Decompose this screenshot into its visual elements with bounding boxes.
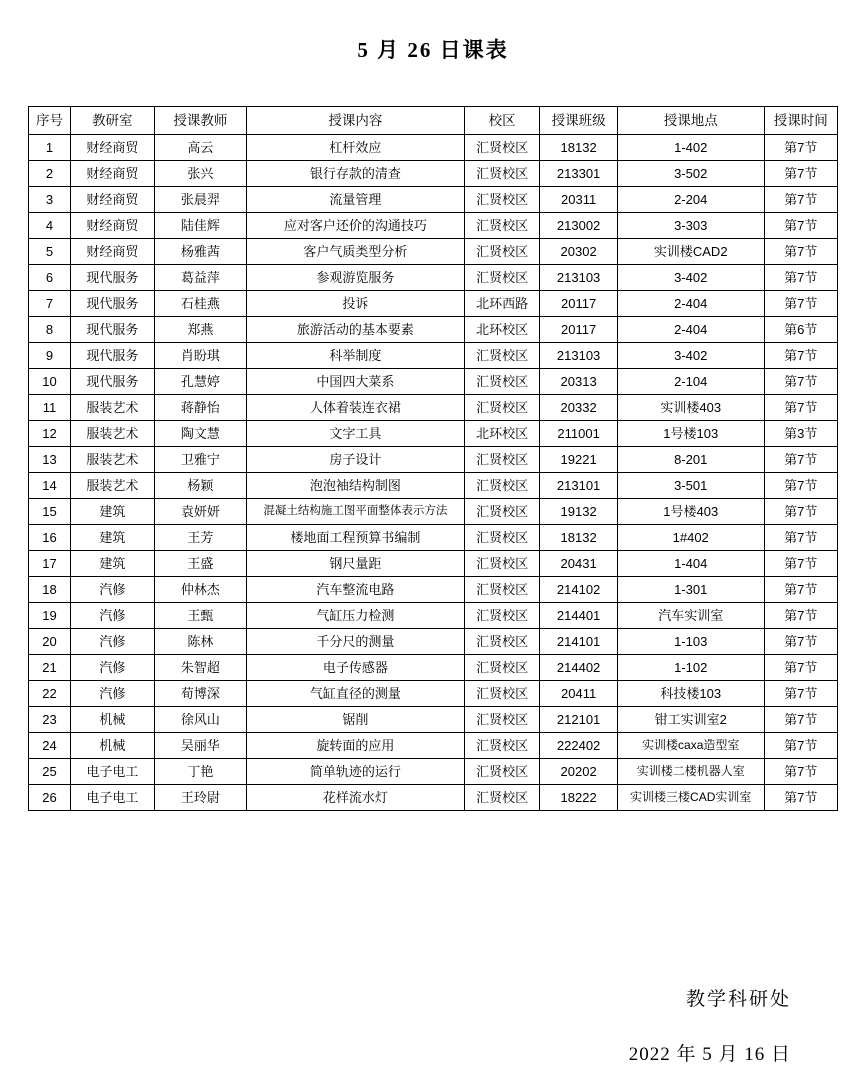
cell-place: 科技楼103 — [617, 681, 764, 707]
table-row — [29, 655, 838, 681]
cell-seq: 24 — [29, 733, 71, 759]
cell-teacher: 卫雅宁 — [154, 447, 246, 473]
cell-time: 第7节 — [764, 629, 837, 655]
table-row — [29, 707, 838, 733]
cell-content: 客户气质类型分析 — [246, 239, 464, 265]
cell-class: 20411 — [540, 681, 618, 707]
cell-seq: 2 — [29, 161, 71, 187]
cell-time: 第7节 — [764, 343, 837, 369]
cell-time: 第7节 — [764, 551, 837, 577]
cell-content: 杠杆效应 — [246, 135, 464, 161]
cell-seq: 3 — [29, 187, 71, 213]
cell-content: 锯削 — [246, 707, 464, 733]
cell-class: 213103 — [540, 265, 618, 291]
cell-campus: 汇贤校区 — [464, 187, 539, 213]
cell-department: 服装艺术 — [70, 421, 154, 447]
table-row — [29, 577, 838, 603]
cell-place: 1号楼403 — [617, 499, 764, 525]
cell-place: 实训楼三楼CAD实训室 — [617, 785, 764, 811]
cell-time: 第7节 — [764, 213, 837, 239]
cell-department: 财经商贸 — [70, 135, 154, 161]
table-row — [29, 239, 838, 265]
cell-teacher: 陶文慧 — [154, 421, 246, 447]
cell-class: 213103 — [540, 343, 618, 369]
schedule-table-wrapper — [28, 106, 838, 811]
cell-teacher: 高云 — [154, 135, 246, 161]
cell-campus: 汇贤校区 — [464, 525, 539, 551]
cell-class: 20117 — [540, 291, 618, 317]
footer-department: 教学科研处 — [685, 989, 791, 1010]
cell-teacher: 孔慧婷 — [154, 369, 246, 395]
cell-class: 18132 — [540, 525, 618, 551]
table-header-row — [29, 107, 838, 135]
cell-content: 电子传感器 — [246, 655, 464, 681]
cell-place: 实训楼caxa造型室 — [617, 733, 764, 759]
table-row — [29, 317, 838, 343]
cell-campus: 汇贤校区 — [464, 343, 539, 369]
cell-teacher: 王玲尉 — [154, 785, 246, 811]
table-body — [29, 135, 838, 811]
cell-content: 千分尺的测量 — [246, 629, 464, 655]
document-footer — [391, 984, 791, 1092]
cell-seq: 21 — [29, 655, 71, 681]
table-row — [29, 447, 838, 473]
cell-class: 20332 — [540, 395, 618, 421]
cell-content: 旅游活动的基本要素 — [246, 317, 464, 343]
cell-seq: 17 — [29, 551, 71, 577]
cell-place: 实训楼二楼机器人室 — [617, 759, 764, 785]
cell-seq: 4 — [29, 213, 71, 239]
cell-campus: 汇贤校区 — [464, 447, 539, 473]
cell-time: 第7节 — [764, 187, 837, 213]
cell-teacher: 杨雅茜 — [154, 239, 246, 265]
cell-class: 18132 — [540, 135, 618, 161]
cell-teacher: 郑燕 — [154, 317, 246, 343]
cell-seq: 10 — [29, 369, 71, 395]
cell-department: 现代服务 — [70, 317, 154, 343]
cell-place: 3-502 — [617, 161, 764, 187]
table-header — [29, 107, 838, 135]
table-row — [29, 369, 838, 395]
cell-seq: 26 — [29, 785, 71, 811]
cell-place: 1-301 — [617, 577, 764, 603]
cell-place: 2-404 — [617, 317, 764, 343]
cell-campus: 汇贤校区 — [464, 265, 539, 291]
cell-class: 214102 — [540, 577, 618, 603]
table-row — [29, 161, 838, 187]
cell-place: 实训楼CAD2 — [617, 239, 764, 265]
cell-time: 第7节 — [764, 707, 837, 733]
cell-teacher: 蒋静怡 — [154, 395, 246, 421]
cell-teacher: 王盛 — [154, 551, 246, 577]
cell-teacher: 陈林 — [154, 629, 246, 655]
cell-campus: 汇贤校区 — [464, 759, 539, 785]
cell-teacher: 陆佳辉 — [154, 213, 246, 239]
cell-class: 214401 — [540, 603, 618, 629]
cell-campus: 汇贤校区 — [464, 499, 539, 525]
cell-department: 电子电工 — [70, 785, 154, 811]
cell-seq: 8 — [29, 317, 71, 343]
cell-content: 科举制度 — [246, 343, 464, 369]
cell-time: 第7节 — [764, 291, 837, 317]
cell-department: 汽修 — [70, 577, 154, 603]
column-header-teacher: 授课教师 — [154, 107, 246, 135]
cell-seq: 9 — [29, 343, 71, 369]
cell-seq: 18 — [29, 577, 71, 603]
cell-content: 投诉 — [246, 291, 464, 317]
cell-place: 3-303 — [617, 213, 764, 239]
cell-teacher: 石桂燕 — [154, 291, 246, 317]
cell-department: 汽修 — [70, 655, 154, 681]
cell-seq: 20 — [29, 629, 71, 655]
table-row — [29, 213, 838, 239]
column-header-content: 授课内容 — [246, 107, 464, 135]
cell-place: 汽车实训室 — [617, 603, 764, 629]
cell-place: 2-104 — [617, 369, 764, 395]
page-title: 5 月 26 日课表 — [357, 38, 509, 62]
cell-class: 19132 — [540, 499, 618, 525]
cell-content: 气缸直径的测量 — [246, 681, 464, 707]
table-row — [29, 681, 838, 707]
cell-seq: 11 — [29, 395, 71, 421]
cell-class: 18222 — [540, 785, 618, 811]
cell-teacher: 仲林杰 — [154, 577, 246, 603]
cell-campus: 汇贤校区 — [464, 213, 539, 239]
cell-teacher: 徐风山 — [154, 707, 246, 733]
cell-seq: 14 — [29, 473, 71, 499]
cell-class: 213002 — [540, 213, 618, 239]
table-row — [29, 187, 838, 213]
cell-department: 建筑 — [70, 551, 154, 577]
cell-teacher: 朱智超 — [154, 655, 246, 681]
cell-class: 19221 — [540, 447, 618, 473]
cell-content: 人体着装连衣裙 — [246, 395, 464, 421]
cell-time: 第7节 — [764, 161, 837, 187]
cell-campus: 汇贤校区 — [464, 629, 539, 655]
cell-content: 钢尺量距 — [246, 551, 464, 577]
cell-content: 混凝土结构施工图平面整体表示方法 — [246, 499, 464, 525]
cell-teacher: 荀博深 — [154, 681, 246, 707]
cell-seq: 1 — [29, 135, 71, 161]
column-header-class: 授课班级 — [540, 107, 618, 135]
cell-department: 财经商贸 — [70, 161, 154, 187]
cell-content: 文字工具 — [246, 421, 464, 447]
cell-seq: 6 — [29, 265, 71, 291]
cell-campus: 汇贤校区 — [464, 135, 539, 161]
cell-campus: 北环西路 — [464, 291, 539, 317]
cell-class: 213101 — [540, 473, 618, 499]
table-row — [29, 499, 838, 525]
cell-seq: 16 — [29, 525, 71, 551]
column-header-time: 授课时间 — [764, 107, 837, 135]
cell-class: 20202 — [540, 759, 618, 785]
table-row — [29, 785, 838, 811]
cell-class: 20431 — [540, 551, 618, 577]
cell-content: 泡泡袖结构制图 — [246, 473, 464, 499]
cell-content: 花样流水灯 — [246, 785, 464, 811]
cell-time: 第7节 — [764, 759, 837, 785]
table-row — [29, 135, 838, 161]
cell-time: 第7节 — [764, 239, 837, 265]
column-header-campus: 校区 — [464, 107, 539, 135]
cell-seq: 5 — [29, 239, 71, 265]
cell-place: 3-402 — [617, 265, 764, 291]
cell-content: 银行存款的清查 — [246, 161, 464, 187]
cell-time: 第7节 — [764, 603, 837, 629]
cell-teacher: 张兴 — [154, 161, 246, 187]
cell-department: 服装艺术 — [70, 473, 154, 499]
cell-department: 财经商贸 — [70, 187, 154, 213]
cell-campus: 汇贤校区 — [464, 395, 539, 421]
cell-class: 212101 — [540, 707, 618, 733]
cell-teacher: 丁艳 — [154, 759, 246, 785]
cell-teacher: 王甄 — [154, 603, 246, 629]
cell-department: 建筑 — [70, 499, 154, 525]
cell-department: 现代服务 — [70, 291, 154, 317]
table-row — [29, 265, 838, 291]
table-row — [29, 525, 838, 551]
table-row — [29, 395, 838, 421]
cell-department: 机械 — [70, 733, 154, 759]
cell-time: 第7节 — [764, 525, 837, 551]
cell-teacher: 葛益萍 — [154, 265, 246, 291]
cell-department: 现代服务 — [70, 343, 154, 369]
table-row — [29, 473, 838, 499]
cell-time: 第7节 — [764, 499, 837, 525]
table-row — [29, 629, 838, 655]
cell-department: 现代服务 — [70, 369, 154, 395]
cell-campus: 汇贤校区 — [464, 785, 539, 811]
cell-class: 20313 — [540, 369, 618, 395]
cell-content: 参观游览服务 — [246, 265, 464, 291]
cell-place: 1-404 — [617, 551, 764, 577]
cell-seq: 19 — [29, 603, 71, 629]
cell-place: 1号楼103 — [617, 421, 764, 447]
table-row — [29, 551, 838, 577]
cell-place: 2-404 — [617, 291, 764, 317]
cell-time: 第7节 — [764, 135, 837, 161]
table-row — [29, 343, 838, 369]
cell-department: 现代服务 — [70, 265, 154, 291]
cell-campus: 汇贤校区 — [464, 707, 539, 733]
cell-content: 旋转面的应用 — [246, 733, 464, 759]
cell-place: 1-402 — [617, 135, 764, 161]
cell-department: 汽修 — [70, 603, 154, 629]
cell-teacher: 肖盼琪 — [154, 343, 246, 369]
cell-time: 第7节 — [764, 447, 837, 473]
cell-time: 第3节 — [764, 421, 837, 447]
cell-place: 1-103 — [617, 629, 764, 655]
cell-department: 服装艺术 — [70, 395, 154, 421]
cell-seq: 12 — [29, 421, 71, 447]
cell-place: 实训楼403 — [617, 395, 764, 421]
cell-content: 中国四大菜系 — [246, 369, 464, 395]
column-header-seq: 序号 — [29, 107, 71, 135]
cell-content: 房子设计 — [246, 447, 464, 473]
cell-seq: 15 — [29, 499, 71, 525]
cell-content: 简单轨迹的运行 — [246, 759, 464, 785]
cell-time: 第6节 — [764, 317, 837, 343]
cell-campus: 北环校区 — [464, 317, 539, 343]
column-header-place: 授课地点 — [617, 107, 764, 135]
cell-seq: 23 — [29, 707, 71, 733]
cell-content: 气缸压力检测 — [246, 603, 464, 629]
cell-department: 财经商贸 — [70, 213, 154, 239]
cell-campus: 汇贤校区 — [464, 551, 539, 577]
cell-department: 财经商贸 — [70, 239, 154, 265]
cell-seq: 22 — [29, 681, 71, 707]
cell-time: 第7节 — [764, 733, 837, 759]
cell-campus: 汇贤校区 — [464, 655, 539, 681]
cell-class: 214101 — [540, 629, 618, 655]
cell-time: 第7节 — [764, 655, 837, 681]
cell-campus: 汇贤校区 — [464, 161, 539, 187]
cell-content: 楼地面工程预算书编制 — [246, 525, 464, 551]
cell-teacher: 吴丽华 — [154, 733, 246, 759]
cell-teacher: 王芳 — [154, 525, 246, 551]
cell-time: 第7节 — [764, 265, 837, 291]
cell-place: 钳工实训室2 — [617, 707, 764, 733]
cell-seq: 13 — [29, 447, 71, 473]
cell-place: 3-402 — [617, 343, 764, 369]
footer-date: 2022 年 5 月 16 日 — [628, 1044, 791, 1065]
cell-place: 8-201 — [617, 447, 764, 473]
cell-place: 1-102 — [617, 655, 764, 681]
cell-seq: 25 — [29, 759, 71, 785]
cell-class: 222402 — [540, 733, 618, 759]
cell-time: 第7节 — [764, 785, 837, 811]
cell-time: 第7节 — [764, 395, 837, 421]
cell-seq: 7 — [29, 291, 71, 317]
cell-department: 汽修 — [70, 681, 154, 707]
cell-teacher: 张晨羿 — [154, 187, 246, 213]
cell-time: 第7节 — [764, 681, 837, 707]
cell-content: 汽车整流电路 — [246, 577, 464, 603]
column-header-department: 教研室 — [70, 107, 154, 135]
cell-class: 20311 — [540, 187, 618, 213]
cell-content: 应对客户还价的沟通技巧 — [246, 213, 464, 239]
cell-place: 1#402 — [617, 525, 764, 551]
table-row — [29, 421, 838, 447]
schedule-table — [28, 106, 838, 811]
cell-campus: 汇贤校区 — [464, 603, 539, 629]
cell-department: 机械 — [70, 707, 154, 733]
cell-teacher: 袁妍妍 — [154, 499, 246, 525]
cell-campus: 汇贤校区 — [464, 681, 539, 707]
cell-campus: 北环校区 — [464, 421, 539, 447]
document-page — [0, 34, 866, 1092]
cell-department: 汽修 — [70, 629, 154, 655]
cell-content: 流量管理 — [246, 187, 464, 213]
cell-time: 第7节 — [764, 369, 837, 395]
table-row — [29, 733, 838, 759]
cell-department: 建筑 — [70, 525, 154, 551]
table-row — [29, 603, 838, 629]
table-row — [29, 291, 838, 317]
cell-place: 2-204 — [617, 187, 764, 213]
cell-class: 214402 — [540, 655, 618, 681]
cell-department: 服装艺术 — [70, 447, 154, 473]
cell-teacher: 杨颖 — [154, 473, 246, 499]
cell-class: 211001 — [540, 421, 618, 447]
cell-time: 第7节 — [764, 473, 837, 499]
cell-campus: 汇贤校区 — [464, 473, 539, 499]
cell-campus: 汇贤校区 — [464, 369, 539, 395]
cell-class: 213301 — [540, 161, 618, 187]
cell-campus: 汇贤校区 — [464, 577, 539, 603]
cell-class: 20302 — [540, 239, 618, 265]
table-row — [29, 759, 838, 785]
cell-place: 3-501 — [617, 473, 764, 499]
cell-time: 第7节 — [764, 577, 837, 603]
cell-campus: 汇贤校区 — [464, 239, 539, 265]
cell-department: 电子电工 — [70, 759, 154, 785]
cell-class: 20117 — [540, 317, 618, 343]
cell-campus: 汇贤校区 — [464, 733, 539, 759]
